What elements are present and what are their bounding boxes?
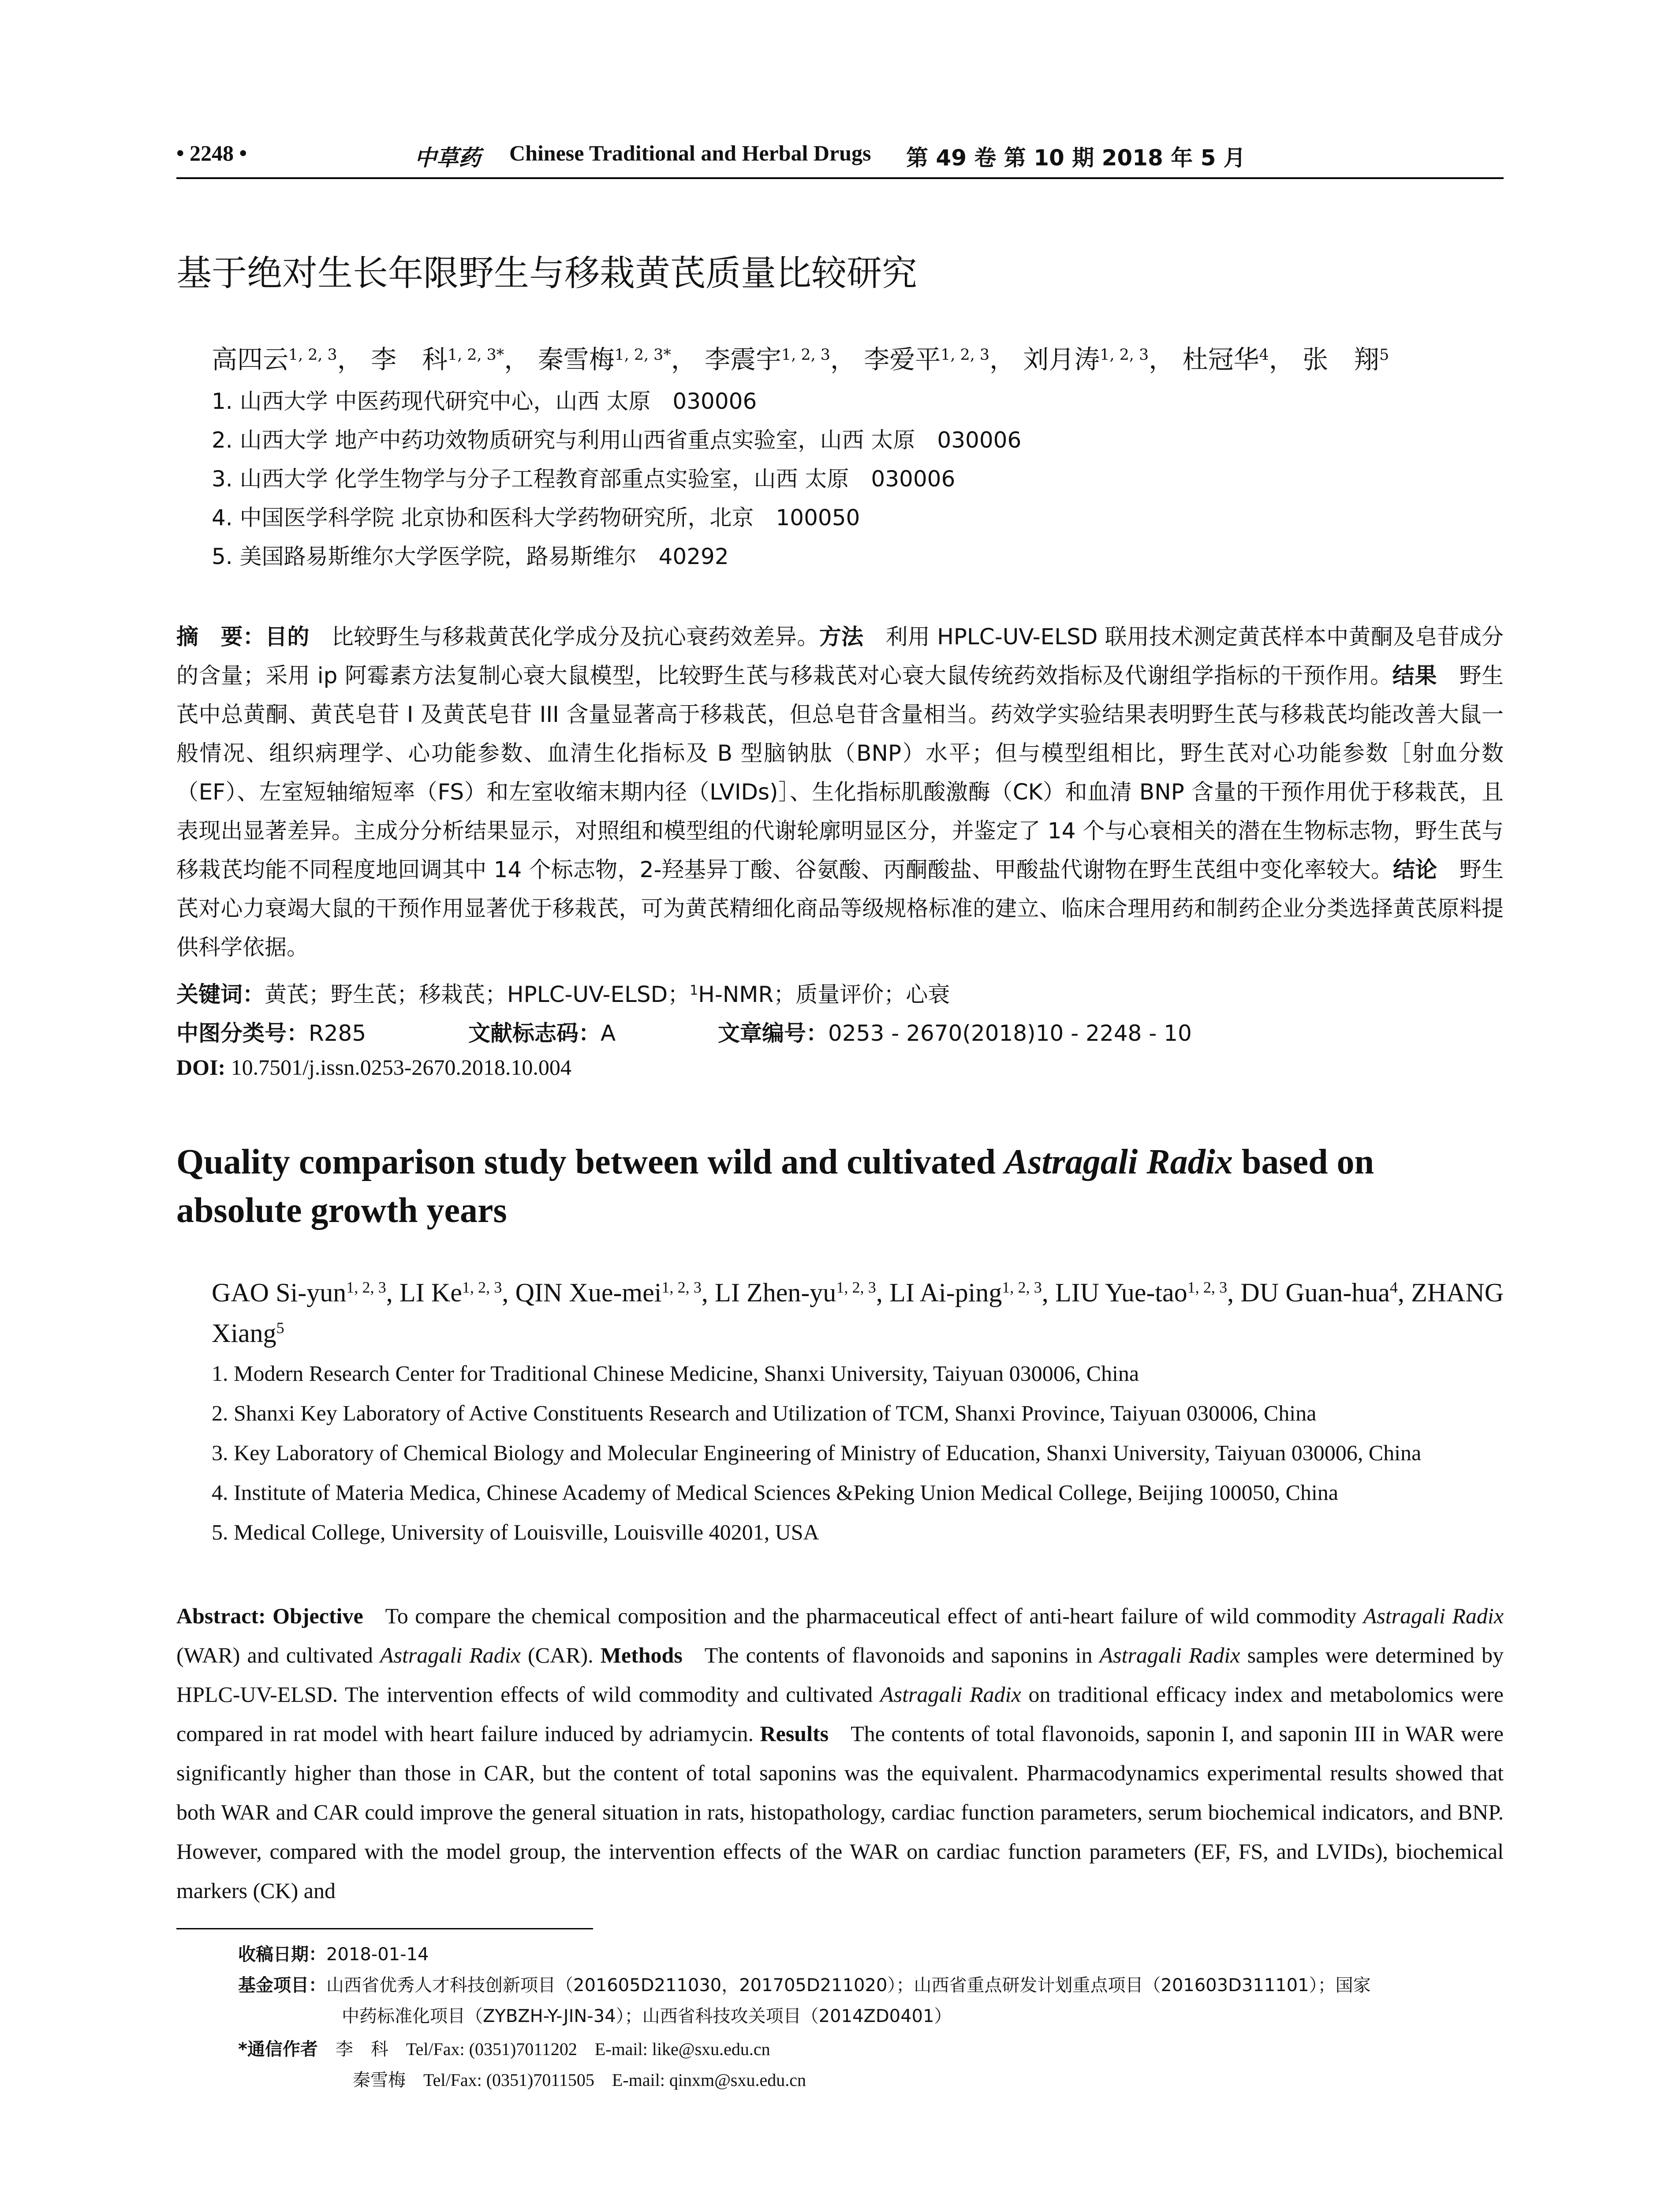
objective-label-en: Objective	[273, 1603, 363, 1628]
author-cn: 李爱平$^{1, 2, 3}$	[864, 344, 989, 374]
doi-line	[176, 1054, 571, 1080]
author-en: LI Ke$^{1, 2, 3}$	[399, 1278, 502, 1307]
conclusion-label-cn: 结论	[1393, 857, 1437, 882]
affiliation-cn: 3. 山西大学 化学生物学与分子工程教育部重点实验室，山西 太原 030006	[212, 466, 956, 492]
author-en: LI Zhen-yu$^{1, 2, 3}$	[715, 1278, 876, 1307]
doi-label: DOI:	[176, 1055, 226, 1080]
author-cn: 李震宇$^{1, 2, 3}$	[705, 344, 830, 374]
affiliation-cn: 1. 山西大学 中医药现代研究中心，山西 太原 030006	[212, 389, 757, 414]
affiliation-cn: 4. 中国医学科学院 北京协和医科大学药物研究所，北京 100050	[212, 505, 860, 531]
page-number: • 2248 •	[176, 141, 247, 165]
journal-name-cn: 中草药	[414, 145, 481, 171]
abstract-label-en: Abstract:	[176, 1603, 266, 1628]
fund-label: 基金项目：	[238, 1975, 326, 1996]
keywords-label: 关键词：	[176, 982, 265, 1007]
author-cn: 秦雪梅$^{1, 2, 3*}$	[538, 344, 671, 374]
corresponding-author-1: *通信作者 李 科 Tel/Fax: (0351)7011202 E-mail: like@sxu.edu.cn	[238, 2039, 770, 2059]
author-en: LIU Yue-tao$^{1, 2, 3}$	[1055, 1278, 1228, 1307]
article-no-label: 文章编号：	[718, 1020, 829, 1046]
author-cn: 杜冠华$^4$	[1182, 344, 1269, 374]
affiliation-en: 2. Shanxi Key Laboratory of Active Constituents Research and Utilization of TCM, Shanxi Province, Taiyuan 030006, China	[212, 1401, 1317, 1425]
author-en: LI Ai-ping$^{1, 2, 3}$	[889, 1278, 1042, 1307]
author-cn: 李 科$^{1, 2, 3*}$	[371, 344, 504, 374]
abstract-cn	[176, 617, 1504, 967]
corresponding-label: *通信作者	[238, 2039, 318, 2059]
fund-line-2: 中药标准化项目（ZYBZH-Y-JIN-34）；山西省科技攻关项目（2014ZD0401）	[342, 2006, 952, 2026]
results-text-cn: 野生芪中总黄酮、黄芪皂苷 I 及黄芪皂苷 III 含量显著高于移栽芪，但总皂苷含量相当。药效学实验结果表明野生芪与移栽芪均能改善大鼠一般情况、组织病理学、心功能参数、血清生化指标及 B 型脑钠肽（BNP）水平；但与模型组相比，野生芪对心功能参数［射血分数（EF）、左室短轴缩短率（FS）和左室收缩末期内径（LVIDs)］、生化指标肌酸激酶（CK）和血清 BNP 含量的干预作用优于移栽芪，且表现出显著差异。主成分分析结果显示，对照组和模型组的代谢轮廓明显区分，并鉴定了 14 个与心衰相关的潜在生物标志物，野生芪与移栽芪均能不同程度地回调其中 14 个标志物，2-羟基异丁酸、谷氨酸、丙酮酸盐、甲酸盐代谢物在野生芪组中变化率较大。	[176, 663, 1504, 882]
affiliation-en: 3. Key Laboratory of Chemical Biology and Molecular Engineering of Ministry of Education, Shanxi University, Taiyuan 030006, China	[212, 1440, 1422, 1465]
author-en: ZHANG Xiang$^5$	[212, 1278, 1504, 1348]
results-label-en: Results	[760, 1721, 829, 1746]
affiliation-en: 4. Institute of Materia Medica, Chinese Academy of Medical Sciences &Peking Union Medical College, Beijing 100050, China	[212, 1480, 1338, 1505]
corresponding-author-2: 秦雪梅 Tel/Fax: (0351)7011505 E-mail: qinxm@sxu.edu.cn	[353, 2070, 806, 2090]
objective-label-cn: 目的	[265, 624, 310, 650]
author-list-en: GAO Si-yun$^{1, 2, 3}$, LI Ke$^{1, 2, 3}$, QIN Xue-mei$^{1, 2, 3}$, LI Zhen-yu$^{1, 2, 3}$, LI Ai-ping$^{1, 2, 3}$, LIU Yue-tao$^{1, 2, 3}$, DU Guan-hua$^4$, ZHANG Xiang$^5$	[212, 1278, 1504, 1348]
volume-info: 第 49 卷 第 10 期 2018 年 5 月	[906, 145, 1246, 171]
received-label: 收稿日期：	[238, 1944, 326, 1965]
results-label-cn: 结果	[1392, 663, 1437, 688]
objective-text-cn: 比较野生与移栽黄芪化学成分及抗心衰药效差异。	[331, 624, 819, 650]
author-en: DU Guan-hua$^4$	[1240, 1278, 1398, 1307]
results-text-en: The contents of total flavonoids, saponin I, and saponin III in WAR were significantly higher than those in CAR, but the content of total saponins was the equivalent. Pharmacodynamics experimental results showed that both WAR and CAR could improve the general situation in rats, histopathology, cardiac function parameters, serum biochemical indicators, and BNP. However, compared with the model group, the intervention effects of the WAR on cardiac function parameters (EF, FS, and LVIDs), biochemical markers (CK) and	[176, 1721, 1504, 1903]
header-rule	[176, 177, 1504, 179]
footnote-rule	[176, 1928, 593, 1929]
author-cn: 高四云$^{1, 2, 3}$	[212, 344, 337, 374]
title-cn: 基于绝对生长年限野生与移栽黄芪质量比较研究	[176, 253, 917, 294]
doi-value: 10.7501/j.issn.0253-2670.2018.10.004	[231, 1055, 571, 1080]
title-en: Quality comparison study between wild and cultivated Astragali Radix based on absolute growth years	[176, 1143, 1374, 1230]
author-cn: 张 翔$^5$	[1303, 344, 1389, 374]
doc-code-value: A	[601, 1020, 616, 1046]
author-en: GAO Si-yun$^{1, 2, 3}$	[212, 1278, 386, 1307]
keywords-cn: 关键词：黄芪；野生芪；移栽芪；HPLC-UV-ELSD；$^1$H-NMR；质量评价；心衰	[176, 982, 950, 1007]
article-no-value: 0253 - 2670(2018)10 - 2248 - 10	[828, 1020, 1192, 1046]
clc-value: R285	[309, 1020, 366, 1046]
author-cn: 刘月涛$^{1, 2, 3}$	[1023, 344, 1149, 374]
methods-text-cn: 利用 HPLC-UV-ELSD 联用技术测定黄芪样本中黄酮及皂苷成分的含量；采用 ip 阿霉素方法复制心衰大鼠模型，比较野生芪与移栽芪对心衰大鼠传统药效指标及代谢组学指标的干预作用。	[176, 624, 1504, 688]
fund-line-1: 基金项目：山西省优秀人才科技创新项目（201605D211030，201705D211020）；山西省重点研发计划重点项目（201603D311101）；国家	[238, 1975, 1371, 1996]
journal-name-en: Chinese Traditional and Herbal Drugs	[509, 141, 871, 165]
affiliation-cn: 5. 美国路易斯维尔大学医学院，路易斯维尔 40292	[212, 544, 729, 569]
author-list-cn: 高四云$^{1, 2, 3}$， 李 科$^{1, 2, 3*}$， 秦雪梅$^{1, 2, 3*}$， 李震宇$^{1, 2, 3}$， 李爱平$^{1, 2, 3}$， 刘月涛$^{1, 2, 3}$， 杜冠华$^4$， 张 翔$^5$	[212, 344, 1389, 374]
abstract-label-cn: 摘 要：	[176, 624, 265, 650]
affiliation-en: 5. Medical College, University of Louisville, Louisville 40201, USA	[212, 1520, 819, 1544]
author-en: QIN Xue-mei$^{1, 2, 3}$	[515, 1278, 702, 1307]
classification-line	[176, 1016, 1192, 1047]
methods-label-en: Methods	[600, 1643, 683, 1667]
running-header	[176, 140, 1504, 176]
methods-label-cn: 方法	[819, 624, 864, 650]
conclusion-text-cn: 野生芪对心力衰竭大鼠的干预作用显著优于移栽芪，可为黄芪精细化商品等级规格标准的建立、临床合理用药和制药企业分类选择黄芪原料提供科学依据。	[176, 857, 1504, 960]
received-date: 收稿日期：2018-01-14	[238, 1944, 429, 1965]
affiliation-en: 1. Modern Research Center for Traditional Chinese Medicine, Shanxi University, Taiyuan 030006, China	[212, 1361, 1139, 1386]
abstract-en: Abstract: Objective To compare the chemical composition and the pharmaceutical effect of anti-heart failure of wild commodity Astragali Radix (WAR) and cultivated Astragali Radix (CAR). Methods The contents of flavonoids and saponins in Astragali Radix samples were determined by HPLC-UV-ELSD. The intervention effects of wild commodity and cultivated Astragali Radix on traditional efficacy index and metabolomics were compared in rat model with heart failure induced by adriamycin. Results The contents of total flavonoids, saponin I, and saponin III in WAR were significantly higher than those in CAR, but the content of total saponins was the equivalent. Pharmacodynamics experimental results showed that both WAR and CAR could improve the general situation in rats, histopathology, cardiac function parameters, serum biochemical indicators, and BNP. However, compared with the model group, the intervention effects of the WAR on cardiac function parameters (EF, FS, and LVIDs), biochemical markers (CK) and	[176, 1603, 1504, 1903]
clc-label: 中图分类号：	[176, 1020, 309, 1046]
affiliation-cn: 2. 山西大学 地产中药功效物质研究与利用山西省重点实验室，山西 太原 030006	[212, 427, 1022, 453]
doc-code-label: 文献标志码：	[468, 1020, 601, 1046]
